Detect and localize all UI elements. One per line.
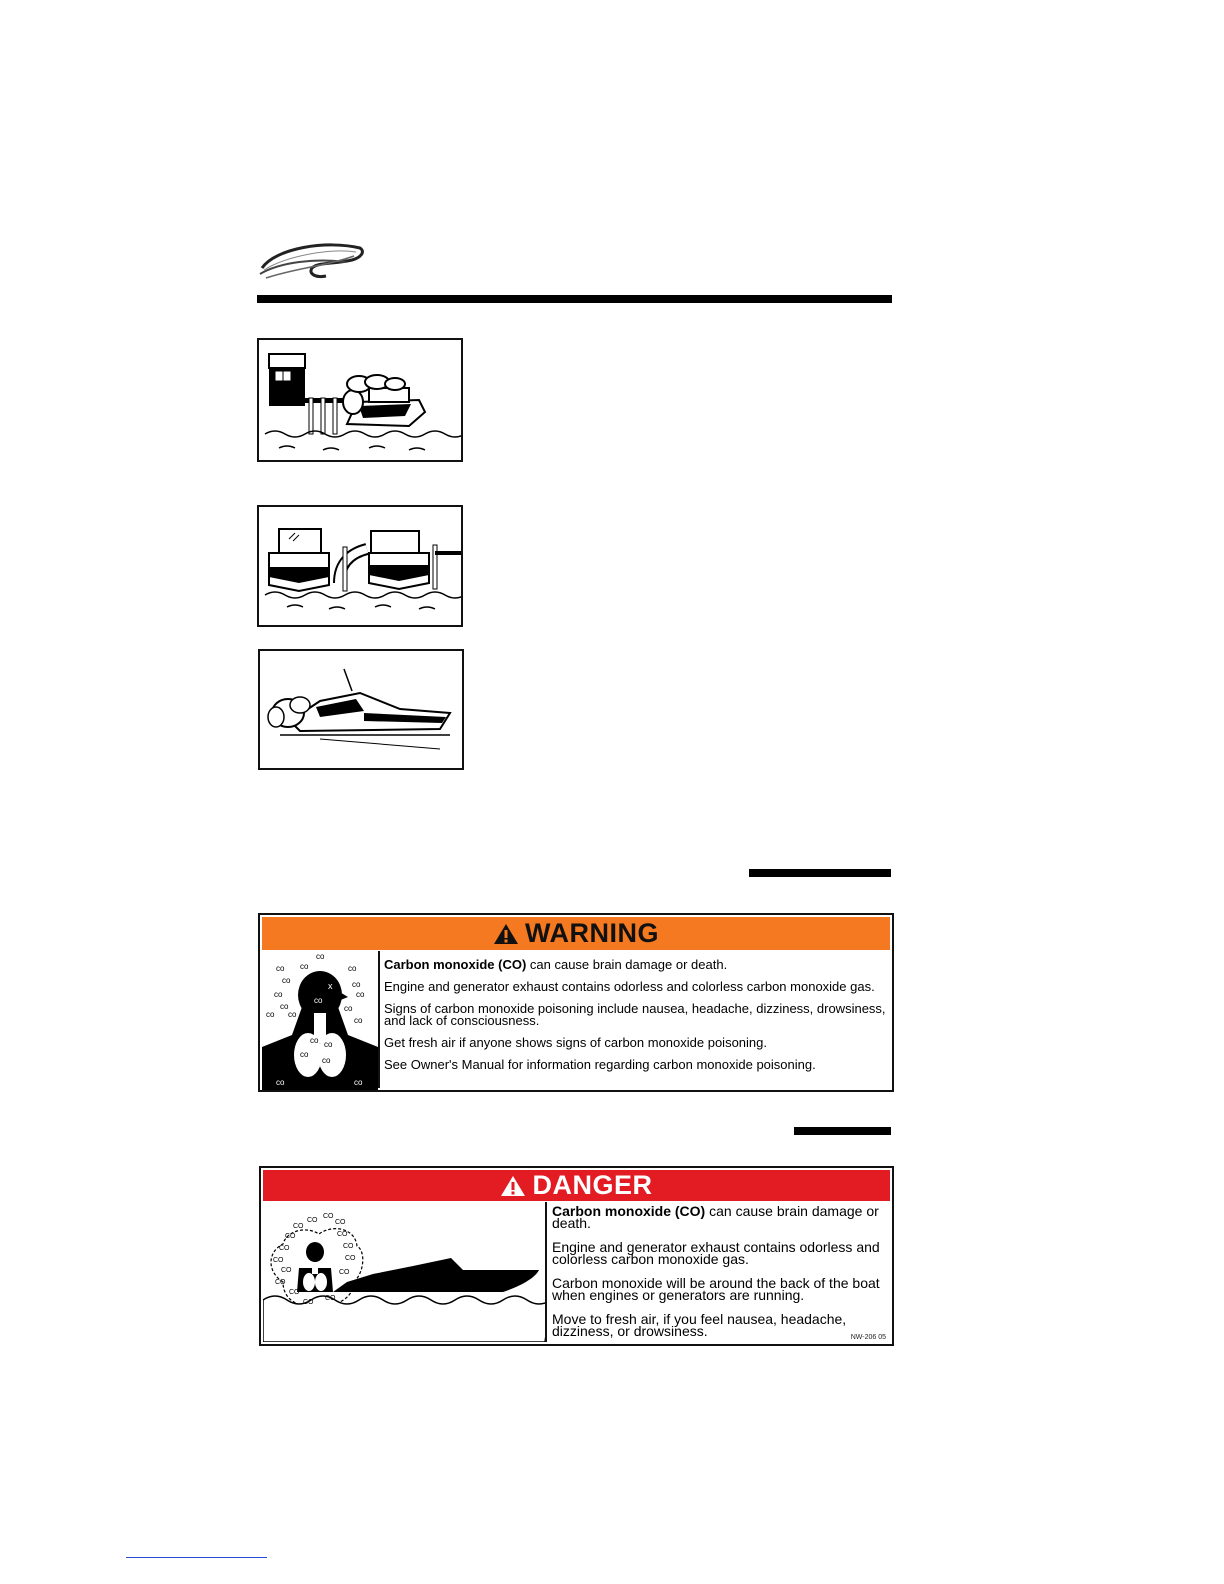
danger-text xyxy=(552,1205,884,1349)
svg-text:co: co xyxy=(354,1078,363,1087)
boat-docked-exhaust-illustration xyxy=(257,338,463,462)
svg-text:CO: CO xyxy=(279,1245,290,1252)
svg-text:CO: CO xyxy=(307,1217,318,1224)
svg-text:co: co xyxy=(314,996,323,1005)
svg-text:co: co xyxy=(344,1004,353,1013)
danger-line: Move to fresh air, if you feel nausea, headache, dizziness, or drowsiness. xyxy=(552,1311,847,1339)
warning-heading-band xyxy=(262,917,890,950)
svg-text:co: co xyxy=(354,1016,363,1025)
alert-triangle-icon xyxy=(500,1175,526,1197)
danger-lead: Carbon monoxide (CO) can cause brain damage or death. xyxy=(552,1203,879,1231)
svg-text:CO: CO xyxy=(339,1269,350,1276)
header-rule xyxy=(257,295,892,303)
boats-rafted-exhaust-illustration xyxy=(257,505,463,627)
alert-triangle-icon xyxy=(493,923,519,945)
svg-text:CO: CO xyxy=(335,1219,346,1226)
section-rule xyxy=(749,869,891,877)
svg-text:CO: CO xyxy=(273,1257,284,1264)
svg-text:co: co xyxy=(266,1010,275,1019)
svg-text:CO: CO xyxy=(343,1243,354,1250)
footer-link-underline[interactable] xyxy=(126,1557,267,1558)
warning-line: Engine and generator exhaust contains odorless and colorless carbon monoxide gas. xyxy=(384,979,875,994)
svg-text:co: co xyxy=(280,1002,289,1011)
svg-text:CO: CO xyxy=(275,1279,286,1286)
svg-text:CO: CO xyxy=(289,1289,300,1296)
warning-lead: Carbon monoxide (CO) can cause brain damage or death. xyxy=(384,957,728,972)
svg-text:co: co xyxy=(276,1078,285,1087)
warning-line: Signs of carbon monoxide poisoning include nausea, headache, dizziness, drowsiness, and lack of consciousness. xyxy=(384,1001,886,1028)
svg-text:co: co xyxy=(316,952,325,961)
svg-text:co: co xyxy=(276,964,285,973)
label-part-number: NW-206 05 xyxy=(850,1334,886,1341)
svg-text:co: co xyxy=(300,1050,309,1059)
svg-text:CO: CO xyxy=(337,1231,348,1238)
warning-heading: WARNING xyxy=(525,918,659,948)
svg-text:CO: CO xyxy=(293,1223,304,1230)
brand-logo-icon xyxy=(256,238,368,286)
svg-text:x: x xyxy=(328,981,333,991)
svg-text:co: co xyxy=(352,980,361,989)
danger-line: Engine and generator exhaust contains odorless and colorless carbon monoxide gas. xyxy=(552,1239,880,1267)
svg-text:co: co xyxy=(348,964,357,973)
svg-text:CO: CO xyxy=(285,1233,296,1240)
svg-text:CO: CO xyxy=(345,1255,356,1262)
boat-underway-exhaust-illustration xyxy=(258,649,464,770)
danger-line: Carbon monoxide will be around the back of the boat when engines or generators are running. xyxy=(552,1275,880,1303)
danger-label xyxy=(259,1166,894,1346)
svg-text:CO: CO xyxy=(323,1213,334,1220)
svg-text:co: co xyxy=(288,1010,297,1019)
svg-text:co: co xyxy=(300,962,309,971)
svg-text:CO: CO xyxy=(325,1295,336,1302)
svg-text:CO: CO xyxy=(303,1299,314,1306)
danger-heading-band xyxy=(263,1170,890,1201)
co-cloud-boat-icon xyxy=(263,1202,547,1342)
co-poisoning-person-icon xyxy=(262,951,380,1088)
svg-text:CO: CO xyxy=(281,1267,292,1274)
svg-text:co: co xyxy=(322,1056,331,1065)
svg-text:co: co xyxy=(356,990,365,999)
warning-line: See Owner's Manual for information regarding carbon monoxide poisoning. xyxy=(384,1057,816,1072)
section-rule xyxy=(794,1127,891,1135)
svg-text:co: co xyxy=(274,990,283,999)
warning-label xyxy=(258,913,894,1092)
warning-text xyxy=(384,959,886,1081)
svg-text:co: co xyxy=(282,976,291,985)
svg-text:co: co xyxy=(324,1040,333,1049)
danger-heading: DANGER xyxy=(532,1170,653,1200)
svg-text:co: co xyxy=(310,1036,319,1045)
warning-line: Get fresh air if anyone shows signs of carbon monoxide poisoning. xyxy=(384,1035,767,1050)
